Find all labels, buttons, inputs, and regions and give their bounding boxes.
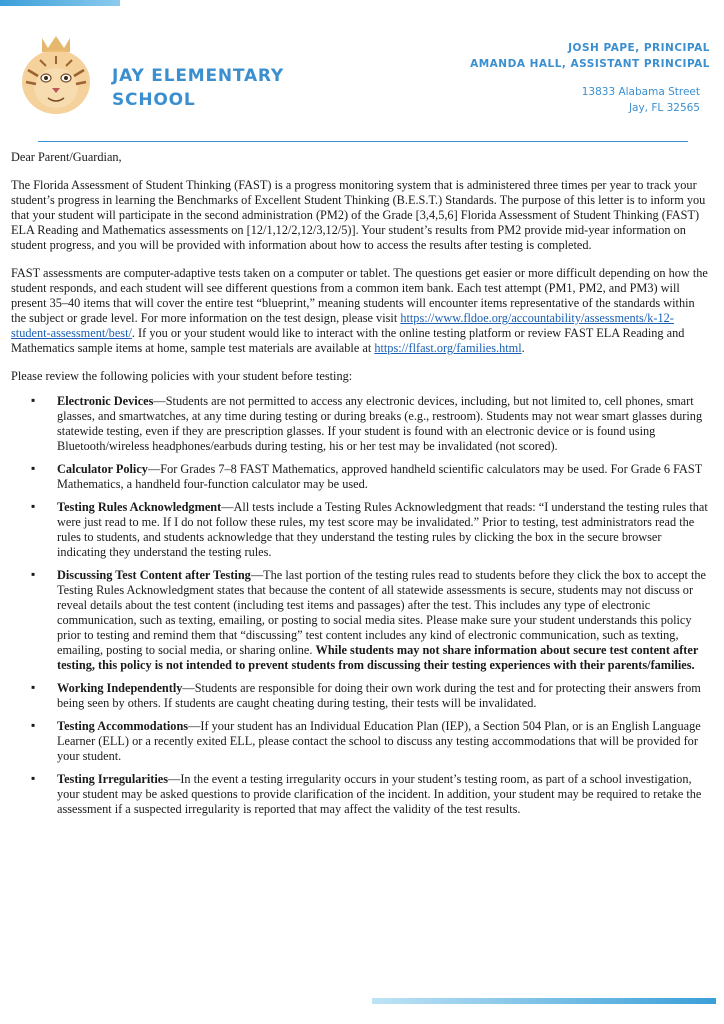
square-bullet-icon: ▪ bbox=[31, 461, 36, 475]
school-name bbox=[112, 64, 284, 112]
square-bullet-icon: ▪ bbox=[31, 393, 36, 407]
bottom-accent-stripe bbox=[372, 998, 716, 1004]
principal-name: JOSH PAPE, PRINCIPAL bbox=[568, 42, 710, 54]
school-name-line1: JAY ELEMENTARY bbox=[112, 66, 285, 86]
assistant-principal-name: AMANDA HALL, ASSISTANT PRINCIPAL bbox=[470, 58, 710, 70]
staff-block bbox=[470, 40, 710, 72]
square-bullet-icon: ▪ bbox=[31, 499, 36, 513]
policy-text: —All tests include a Testing Rules Acknowledgment that reads: “I understand the testing rules that were just read to me. If I do not follow these rules, my test score may be invalidated.” Prior to testing, test administrators read the rules to students, and students acknowledge that they understand the testing rules by clicking the box in the secure browser indicating they understand the testing rules. bbox=[57, 500, 708, 559]
policy-working-independently bbox=[11, 681, 711, 711]
policy-text: —In the event a testing irregularity occurs in your student’s testing room, as part of a school investigation, your student may be asked questions to provide clarification of the incident. In addition, your student may be required to retake the assessment if a suspected irregularity is reported that may affect the validity of the test results. bbox=[57, 772, 702, 816]
address-street: 13833 Alabama Street bbox=[581, 86, 700, 98]
flfast-families-link[interactable]: https://flfast.org/families.html bbox=[374, 341, 522, 355]
tiger-mascot-logo bbox=[12, 30, 100, 126]
policy-title: Calculator Policy bbox=[57, 462, 148, 476]
fast-info-text-2: . If you or your student would like to interact with the online testing platform or review FAST ELA Reading and Mathematics sample items at home, sample test materials are available at bbox=[11, 326, 685, 355]
letter-body bbox=[11, 150, 711, 825]
policy-electronic-devices bbox=[11, 394, 711, 454]
policy-title: Electronic Devices bbox=[57, 394, 154, 408]
policy-accommodations bbox=[11, 719, 711, 764]
policy-discussing-content bbox=[11, 568, 711, 673]
greeting: Dear Parent/Guardian, bbox=[11, 150, 122, 164]
school-address bbox=[582, 84, 700, 116]
policy-text: —The last portion of the testing rules read to students before they click the box to accept the Testing Rules Acknowledgment states that because the content of all statewide assessments is secure, students may not discuss or reveal details about the test content (including test items and passages) after the test. This includes any type of electronic communication, such as texting, emailing, or posting to social media sites. Please make sure your student understands this policy prior to testing and remind them that “discussing” test content includes any kind of electronic communication, such as texting, emailing, posting to social media, or sharing online. bbox=[57, 568, 707, 657]
policy-text: —Students are not permitted to access any electronic devices, including, but not limited to, cell phones, smart glasses, and smartwatches, at any time during testing or during breaks (e.g., restroom). Students may not wear smart glasses during statewide testing, even if they are prescription glasses. If your student is found with an electronic device or is found using Bluetooth/wireless headphones/earbuds during testing, his or her test may be invalidated (not scored). bbox=[57, 394, 703, 453]
square-bullet-icon: ▪ bbox=[31, 771, 36, 785]
address-city: Jay, FL 32565 bbox=[628, 102, 700, 114]
policy-title: Testing Rules Acknowledgment bbox=[57, 500, 222, 514]
policy-title: Working Independently bbox=[57, 681, 183, 695]
square-bullet-icon: ▪ bbox=[31, 567, 36, 581]
square-bullet-icon: ▪ bbox=[31, 680, 36, 694]
policy-bold-note: While students may not share information about secure test content after testing, this policy is not intended to prevent students from discussing their testing experiences with their parents/families. bbox=[57, 643, 699, 672]
policy-calculator bbox=[11, 462, 711, 492]
letterhead bbox=[0, 0, 724, 150]
policy-title: Testing Accommodations bbox=[57, 719, 189, 733]
school-name-line2: SCHOOL bbox=[112, 90, 196, 110]
policies-list bbox=[11, 394, 711, 817]
fast-info-text-1: FAST assessments are computer-adaptive tests taken on a computer or tablet. The questions get easier or more difficult depending on how the student responds, and each student will see different questions from a common item bank. Each test attempt (PM1, PM2, and PM3) will present 35–40 items that will cover the entire test “blueprint,” meaning students will encounter items representative of the standards within the subject or grade level. For more information on the test design, please visit bbox=[11, 266, 708, 325]
policy-title: Discussing Test Content after Testing bbox=[57, 568, 251, 582]
policies-intro: Please review the following policies with your student before testing: bbox=[11, 369, 353, 383]
square-bullet-icon: ▪ bbox=[31, 718, 36, 732]
policy-text: —If your student has an Individual Education Plan (IEP), a Section 504 Plan, or is an English Language Learner (ELL) or a recently exited ELL, please contact the school to discuss any testing accommodations that will be provided for your student. bbox=[57, 719, 701, 763]
fast-info-text-3: . bbox=[521, 341, 525, 355]
policy-irregularities bbox=[11, 772, 711, 817]
policy-title: Testing Irregularities bbox=[57, 772, 169, 786]
fast-info-paragraph bbox=[11, 266, 711, 356]
policy-testing-rules bbox=[11, 500, 711, 560]
fldoe-link[interactable]: https://www.fldoe.org/accountability/assessments/k-12-student-assessment/best/ bbox=[11, 311, 674, 340]
header-divider bbox=[38, 141, 688, 142]
policy-text: —For Grades 7–8 FAST Mathematics, approved handheld scientific calculators may be used. For Grade 6 FAST Mathematics, a handheld four-function calculator may be used. bbox=[57, 462, 703, 491]
policy-text: —Students are responsible for doing their own work during the test and for protecting their answers from being seen by others. If students are caught cheating during testing, their tests will be invalidated. bbox=[57, 681, 701, 710]
intro-paragraph: The Florida Assessment of Student Thinking (FAST) is a progress monitoring system that is administered three times per year to track your student’s progress in learning the Benchmarks of Excellent Student Thinking (B.E.S.T.) Standards. The purpose of this letter is to inform you that your student will participate in the second administration (PM2) of the Grade [3,4,5,6] Florida Assessment of Student Thinking (FAST) ELA Reading and Mathematics assessments on [12/1,12/2,12/3,12/5)]. Your student’s results from PM2 provide mid-year information on student progress, and you will be provided with information about how to access the results after testing is completed. bbox=[11, 178, 706, 252]
